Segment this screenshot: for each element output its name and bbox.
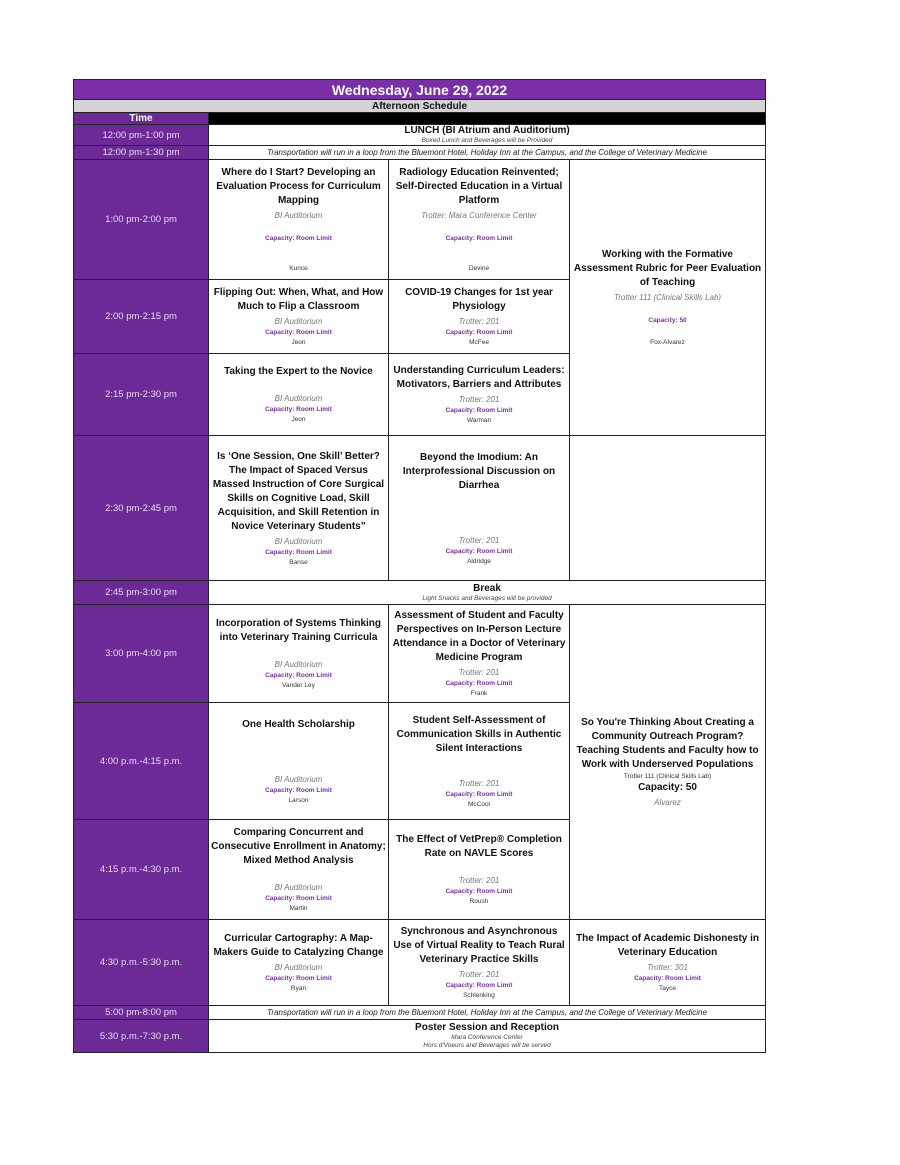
session-location: Trotter: 301 xyxy=(647,963,688,972)
session-presenter: Frank xyxy=(470,690,488,697)
session-capacity: Capacity: Room Limit xyxy=(265,406,332,413)
session-presenter: Larson xyxy=(288,796,309,804)
session-presenter: Kunce xyxy=(289,265,308,272)
session-presenter: McFee xyxy=(469,339,489,346)
transportation-note: Transportation will run in a loop from the Bluemont Hotel, Holiday Inn at the Campus, and the College of Veterinary Medicine xyxy=(209,1006,766,1020)
session-cell xyxy=(209,605,389,703)
session-title: The Impact of Academic Dishonesty in Veterinary Education xyxy=(576,933,760,958)
session-title: Where do I Start? Developing an Evaluation Process for Curriculum Mapping xyxy=(216,167,381,206)
lunch-cell xyxy=(209,125,766,146)
session-title: One Health Scholarship xyxy=(242,718,355,730)
poster-note: Hors d'Voeurs and Beverages will be served xyxy=(423,1042,551,1049)
session-location: BI Auditorium xyxy=(274,883,323,892)
session-location: Trotter: 201 xyxy=(458,395,500,404)
session-location: Trotter: Mara Conference Center xyxy=(421,211,537,220)
session-title: The Effect of VetPrep® Completion Rate on NAVLE Scores xyxy=(396,834,562,859)
session-capacity: Capacity: Room Limit xyxy=(445,407,513,414)
session-cell xyxy=(209,354,389,436)
session-cell xyxy=(389,920,570,1006)
session-presenter: McCool xyxy=(467,800,491,808)
session-presenter: Tayce xyxy=(659,985,677,992)
break-cell xyxy=(209,581,766,605)
transportation-note: Transportation will run in a loop from the Bluemont Hotel, Holiday Inn at the Campus, and the College of Veterinary Medicine xyxy=(209,146,766,160)
session-location: BI Auditorium xyxy=(274,536,323,546)
session-location: Trotter: 201 xyxy=(458,970,500,979)
time-slot: 5:00 pm-8:00 pm xyxy=(74,1006,209,1020)
session-title: Assessment of Student and Faculty Perspectives on In-Person Lecture Attendance in a Doctor of Veterinary Medicine Program xyxy=(392,610,566,663)
session-capacity: Capacity: Room Limit xyxy=(265,786,332,794)
time-slot: 3:00 pm-4:00 pm xyxy=(74,605,209,703)
session-cell xyxy=(389,703,570,820)
break-note: Light Snacks and Beverages will be provided xyxy=(422,594,552,602)
time-slot: 2:00 pm-2:15 pm xyxy=(74,280,209,354)
session-presenter: Jeon xyxy=(291,416,306,423)
lunch-title: LUNCH (BI Atrium and Auditorium) xyxy=(404,125,570,136)
poster-location: Mara Conference Center xyxy=(451,1034,523,1041)
session-capacity: Capacity: Room Limit xyxy=(445,680,513,687)
schedule-table xyxy=(73,79,766,1053)
session-capacity: Capacity: Room Limit xyxy=(445,888,513,895)
time-slot: 4:00 p.m.-4:15 p.m. xyxy=(74,703,209,820)
session-title: Student Self-Assessment of Communication Skills in Authentic Silent Interactions xyxy=(396,714,562,754)
empty-cell xyxy=(570,436,766,581)
session-capacity: Capacity: Room Limit xyxy=(265,235,332,242)
session-title: Incorporation of Systems Thinking into Veterinary Training Curricula xyxy=(215,618,381,643)
session-cell xyxy=(209,820,389,920)
session-cell xyxy=(389,820,570,920)
session-cell xyxy=(570,920,766,1006)
session-location: Trotter: 201 xyxy=(458,876,500,885)
session-presenter: Martin xyxy=(289,905,308,912)
session-location: BI Auditorium xyxy=(274,963,323,972)
session-cell xyxy=(209,436,389,581)
session-location: Trotter: 201 xyxy=(458,778,500,788)
time-slot: 2:45 pm-3:00 pm xyxy=(74,581,209,605)
session-presenter: Ryan xyxy=(290,985,307,992)
session-capacity: Capacity: 50 xyxy=(648,317,687,324)
session-location: Trotter 111 (Clinical Skills Lab) xyxy=(613,293,722,302)
time-slot: 4:15 p.m.-4:30 p.m. xyxy=(74,820,209,920)
session-cell xyxy=(209,280,389,354)
session-presenter: Roush xyxy=(469,898,489,905)
session-capacity: Capacity: Room Limit xyxy=(445,790,513,798)
break-title: Break xyxy=(473,582,501,594)
poster-cell xyxy=(209,1020,766,1053)
session-title: Beyond the Imodium: An Interprofessional Discussion on Diarrhea xyxy=(402,451,556,491)
session-capacity: Capacity: Room Limit xyxy=(265,975,332,982)
session-presenter: Alvarez xyxy=(654,797,681,807)
time-column-header: Time xyxy=(74,113,209,125)
session-capacity: Capacity: Room Limit xyxy=(445,982,513,989)
session-cell xyxy=(570,605,766,920)
session-capacity: Capacity: Room Limit xyxy=(265,895,332,902)
session-cell xyxy=(389,280,570,354)
session-cell xyxy=(209,160,389,280)
session-presenter: Aldridge xyxy=(467,557,491,565)
session-location: BI Auditorium xyxy=(274,660,323,669)
session-location: BI Auditorium xyxy=(274,774,323,784)
schedule-title: Wednesday, June 29, 2022 xyxy=(74,80,766,100)
schedule-subtitle: Afternoon Schedule xyxy=(74,100,766,113)
time-slot: 4:30 p.m.-5:30 p.m. xyxy=(74,920,209,1006)
session-presenter: Devine xyxy=(468,265,490,272)
session-capacity: Capacity: 50 xyxy=(638,781,697,793)
session-title: So You're Thinking About Creating a Community Outreach Program? Teaching Students and Faculty how to Work with Underserved Populations xyxy=(576,716,759,770)
session-presenter: Warman xyxy=(466,417,492,424)
session-capacity: Capacity: Room Limit xyxy=(445,329,513,336)
session-title: Radiology Education Reinvented; Self-Directed Education in a Virtual Platform xyxy=(395,167,563,206)
session-cell xyxy=(389,354,570,436)
session-title: Understanding Curriculum Leaders: Motivators, Barriers and Attributes xyxy=(393,365,565,390)
session-cell xyxy=(570,160,766,436)
session-presenter: Vander Ley xyxy=(282,682,315,689)
session-presenter: Banse xyxy=(289,558,308,566)
poster-title: Poster Session and Reception xyxy=(415,1022,559,1033)
session-location: Trotter: 201 xyxy=(458,668,500,677)
session-title: Curricular Cartography: A Map-Makers Guide to Catalyzing Change xyxy=(213,933,384,958)
session-title: Synchronous and Asynchronous Use of Virtual Reality to Teach Rural Veterinary Practice Skills xyxy=(393,926,565,965)
session-capacity: Capacity: Room Limit xyxy=(445,235,513,242)
session-title: Taking the Expert to the Novice xyxy=(224,366,373,377)
time-slot: 12:00 pm-1:00 pm xyxy=(74,125,209,146)
session-location: Trotter 111 (Clinical Skills Lab) xyxy=(623,772,712,780)
session-presenter: Jeon xyxy=(291,339,306,346)
time-slot: 2:30 pm-2:45 pm xyxy=(74,436,209,581)
session-presenter: Fox-Alvarez xyxy=(650,339,685,346)
session-title: COVID-19 Changes for 1st year Physiology xyxy=(405,287,553,312)
session-location: Trotter: 201 xyxy=(458,535,500,545)
session-title: Working with the Formative Assessment Rubric for Peer Evaluation of Teaching xyxy=(573,249,762,288)
session-location: Trotter: 201 xyxy=(458,317,500,326)
lunch-note: Boxed Lunch and Beverages will be Provided xyxy=(421,137,553,144)
session-capacity: Capacity: Room Limit xyxy=(265,548,332,556)
session-location: BI Auditorium xyxy=(274,394,323,403)
session-capacity: Capacity: Room Limit xyxy=(265,329,332,336)
session-title: Is ‘One Session, One Skill’ Better? The Impact of Spaced Versus Massed Instruction of Core Surgical Skills on Cognitive Load, Skill Acquisition, and Skill Retention in Novice Veterinary Students” xyxy=(212,450,385,532)
time-slot: 2:15 pm-2:30 pm xyxy=(74,354,209,436)
session-cell xyxy=(209,703,389,820)
time-slot: 12:00 pm-1:30 pm xyxy=(74,146,209,160)
time-slot: 1:00 pm-2:00 pm xyxy=(74,160,209,280)
session-capacity: Capacity: Room Limit xyxy=(445,547,513,555)
time-slot: 5:30 p.m.-7:30 p.m. xyxy=(74,1020,209,1053)
session-cell xyxy=(209,920,389,1006)
session-presenter: Schlenking xyxy=(463,992,495,999)
header-bar xyxy=(209,113,766,125)
session-cell xyxy=(389,605,570,703)
session-capacity: Capacity: Room Limit xyxy=(634,975,701,982)
session-capacity: Capacity: Room Limit xyxy=(265,672,332,679)
session-title: Flipping Out: When, What, and How Much to Flip a Classroom xyxy=(213,287,384,312)
session-location: BI Auditorium xyxy=(274,317,323,326)
session-cell xyxy=(389,436,570,581)
session-location: BI Auditorium xyxy=(274,211,323,220)
session-cell xyxy=(389,160,570,280)
session-title: Comparing Concurrent and Consecutive Enrollment in Anatomy; Mixed Method Analysis xyxy=(211,827,386,866)
